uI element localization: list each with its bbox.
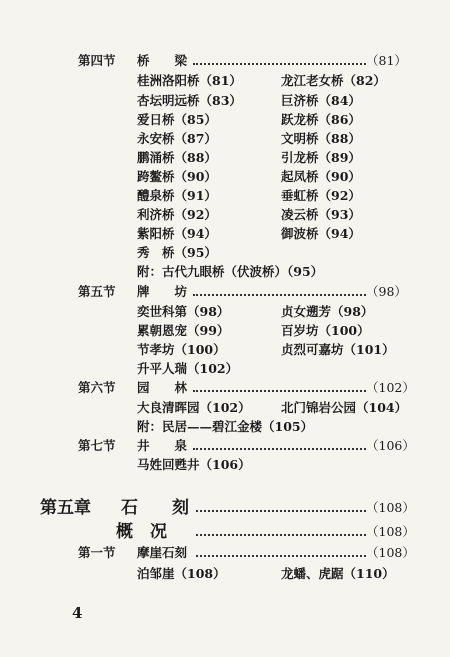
toc-item-row [0,564,450,584]
page-ref: （102） [366,380,415,395]
toc-entry: 起凤桥（90） [281,169,361,184]
section-title: 桥 梁 [137,53,188,68]
section-title: 摩崖石刻 [137,545,188,560]
toc-entry: 御波桥（94） [281,226,361,241]
toc-entry: 杏坛明远桥（83） [137,93,242,108]
toc-entry: 桂洲洛阳桥（81） [137,73,242,88]
toc-entry: 文明桥（88） [281,131,361,146]
toc-item-row [0,321,450,341]
toc-item-row [0,71,450,91]
page-ref: （106） [366,438,415,453]
toc-item-row [0,243,450,263]
toc-item-row [0,186,450,206]
toc-item-row [0,167,450,187]
section-title: 井 泉 [137,438,188,453]
dot-leader [196,534,366,536]
toc-item-row [0,455,450,475]
toc-entry: 醴泉桥（91） [137,188,217,203]
toc-item-row [0,148,450,168]
toc-appendix [0,417,450,437]
section-label: 第一节 [78,545,116,560]
toc-entry: 紫阳桥（94） [137,226,217,241]
section-label: 第四节 [78,53,116,68]
section-label: 第五节 [78,284,116,299]
page-number: 4 [72,604,83,622]
page-ref: （108） [366,524,415,539]
dot-leader [193,294,366,296]
overview-title: 概 况 [116,522,167,542]
toc-entry: 附：民居——碧江金楼（105） [137,419,314,434]
dot-leader [193,390,366,392]
section-title: 园 林 [137,380,188,395]
toc-item-row [0,359,450,379]
dot-leader [193,448,366,450]
toc-item-row [0,91,450,111]
toc-entry: 利济桥（92） [137,207,217,222]
toc-entry: 马姓回甦井（106） [137,457,251,472]
toc-entry: 跃龙桥（86） [281,112,361,127]
toc-entry: 跨鳌桥（90） [137,169,217,184]
toc-overview [0,520,450,544]
toc-entry: 永安桥（87） [137,131,217,146]
dot-leader [196,555,366,557]
toc-item-row [0,340,450,360]
section-label: 第七节 [78,438,116,453]
toc-item-row [0,398,450,418]
toc-chapter-5 [0,496,450,520]
section-label: 第六节 [78,380,116,395]
page-ref: （98） [366,284,407,299]
toc-section-4 [0,51,450,71]
toc-entry: 贞女遡芳（98） [281,304,374,319]
toc-entry: 泊邹崖（108） [137,566,226,581]
page-ref: （108） [366,545,415,560]
toc-ch5-section-1 [0,543,450,563]
toc-entry: 节孝坊（100） [137,342,226,357]
dot-leader [196,510,366,512]
toc-item-row [0,129,450,149]
page-ref: （81） [366,53,407,68]
toc-entry: 贞烈可嘉坊（101） [281,342,395,357]
chapter-label: 第五章 [40,498,91,518]
toc-entry: 爱日桥（85） [137,112,217,127]
toc-entry: 附：古代九眼桥（伏波桥）（95） [137,264,324,279]
toc-item-row [0,110,450,130]
toc-section-7 [0,436,450,456]
toc-entry: 龙蟠、虎踞（110） [281,566,395,581]
dot-leader [193,63,366,65]
chapter-title: 石 刻 [121,498,189,518]
toc-item-row [0,224,450,244]
toc-entry: 凌云桥（93） [281,207,361,222]
toc-entry: 引龙桥（89） [281,150,361,165]
toc-entry: 奕世科第（98） [137,304,230,319]
toc-item-row [0,205,450,225]
toc-entry: 秀 桥（95） [137,245,217,260]
toc-entry: 鹏涌桥（88） [137,150,217,165]
toc-entry: 累朝恩宠（99） [137,323,230,338]
toc-entry: 龙江老女桥（82） [281,73,386,88]
toc-entry: 巨济桥（84） [281,93,361,108]
toc-item-row [0,302,450,322]
toc-entry: 北门锦岩公园（104） [281,400,408,415]
toc-appendix [0,262,450,282]
toc-entry: 垂虹桥（92） [281,188,361,203]
section-title: 牌 坊 [137,284,188,299]
toc-section-5 [0,282,450,302]
page-ref: （108） [366,500,415,515]
toc-entry: 升平人瑞（102） [137,361,239,376]
toc-section-6 [0,378,450,398]
toc-entry: 大良清晖园（102） [137,400,251,415]
toc-entry: 百岁坊（100） [281,323,370,338]
